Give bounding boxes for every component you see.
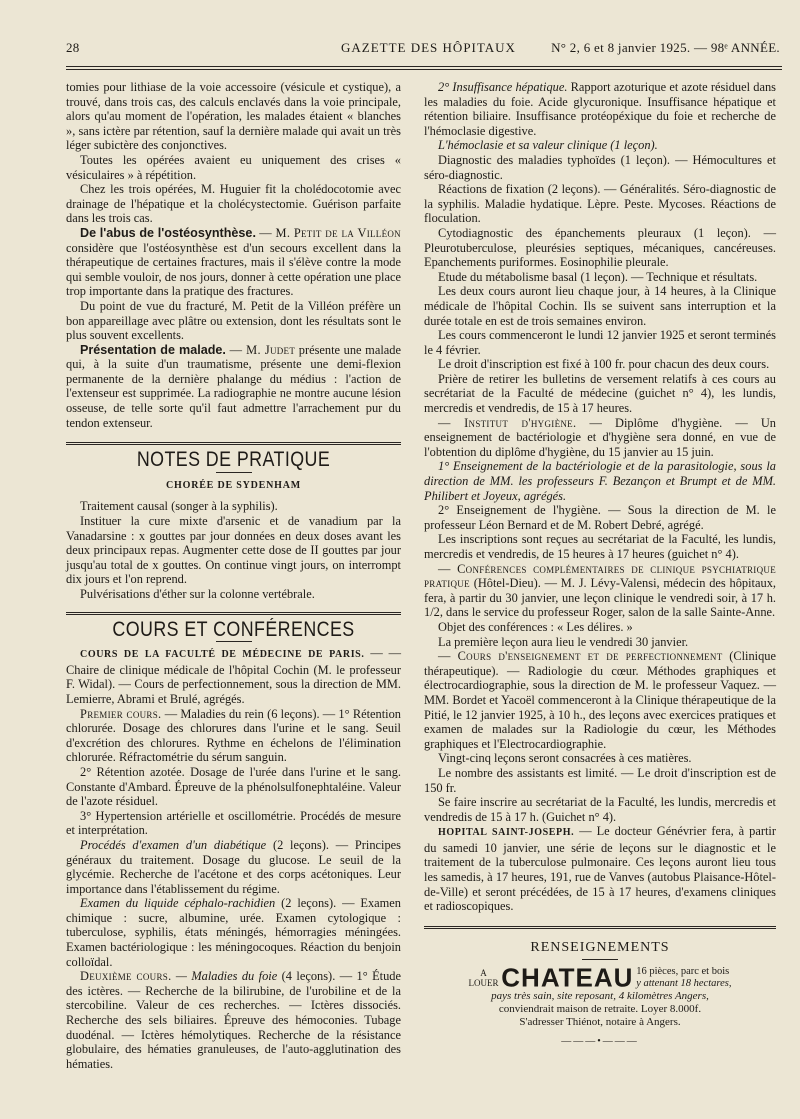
article-author: — M. Petit de la Villéon <box>259 225 401 240</box>
section-title-cours: COURS ET CONFÉRENCES <box>112 617 355 641</box>
classified-ad <box>424 962 776 1048</box>
section-rule <box>66 442 401 445</box>
page-header <box>66 40 780 62</box>
psychiatric-conferences <box>424 562 776 620</box>
title-underline <box>582 959 618 960</box>
paragraph: Se faire inscrire au secrétariat de la Faculté, les lundis, mercredis et vendredis de 15 à 17 h. (Guichet n° 4). <box>424 795 776 824</box>
ad-pieces: 16 pièces, parc et bois <box>636 966 730 978</box>
ad-chateau: CHATEAU <box>501 962 634 993</box>
paragraph: 2° Enseignement de l'hygiène. — Sous la direction de M. le professeur Léon Bernard et de M. Robert Debré, agrégé. <box>424 503 776 532</box>
paragraph: Les inscriptions sont reçues au secrétariat de la Faculté, les lundis, mercredis et vendredis, de 15 heures à 17 heures (guichet n° 4). <box>424 532 776 561</box>
ad-a: A <box>480 968 487 979</box>
paragraph: Instituer la cure mixte d'arsenic et de vanadium par la Vanadarsine : x gouttes par jour données en deux doses avant les deux principaux repas. Augmenter cette dose de II gouttes par jour jusqu'au total de x gouttes. On continue vingt jours, on interrompt dix jours et l'on reprend. <box>66 514 401 587</box>
article-author: — M. Judet <box>229 342 296 357</box>
paragraph: Réactions de fixation (2 leçons). — Généralités. Séro-diagnostic de la syphilis. Maladie hydatique. Lèpre. Peste. Mycoses. Réactions de floculation. <box>424 182 776 226</box>
ad-line: S'adresser Thiénot, notaire à Angers. <box>519 1016 681 1029</box>
right-column <box>424 80 776 1048</box>
ad-details <box>636 966 731 990</box>
perfectionnement-course <box>424 649 776 751</box>
article-heading: Présentation de malade. <box>80 342 226 357</box>
article-osteosynthese <box>66 226 401 299</box>
institute-hygiene <box>424 416 776 460</box>
lcr-exam <box>66 896 401 969</box>
ad-line: pays très sain, site reposant, 4 kilomètres Angers, <box>491 990 709 1003</box>
topic: — Maladies du foie <box>175 969 278 984</box>
paragraph: Diagnostic des maladies typhoïdes (1 leçon). — Hémocultures et séro-diagnostic. <box>424 152 776 182</box>
paragraph: Les cours commenceront le lundi 12 janvier 1925 et seront terminés le 4 février. <box>424 328 776 357</box>
ornament-divider: ———•——— <box>561 1036 639 1048</box>
paragraph: Du point de vue du fracturé, M. Petit de la Villéon préfère un bon appareillage avec plâtre ou extension, dont les résultats sont le plus souvent excellents. <box>66 298 401 343</box>
course-label: Premier cours. <box>80 706 162 721</box>
header-rule-2 <box>66 69 782 70</box>
page-number: 28 <box>66 40 80 55</box>
course-label: — Conférences complémentaires de clinique psychiatrique pratique <box>424 561 776 591</box>
first-course <box>66 707 401 765</box>
course-text: — Maladies du rein (6 leçons). — 1° Rétention chlorurée. Dosage des chlorures dans l'urine et le sang. Seuil d'excrétion des chlorures. Rythme en échelons de l'élimination chlorurée. Réfractométrie du sérum sanguin. <box>66 706 401 765</box>
article-text: considère que l'ostéosynthèse est d'un secours excellent dans la thérapeutique de certaines fractures, mais il s'élève contre la mode qui semble vouloir, de nos jours, donner à cette opération une place trop importante dans la pratique des fractures. <box>66 240 401 299</box>
paragraph: Cytodiagnostic des épanchements pleuraux (1 leçon). — Pleurotuberculose, pleurésies septiques, mécaniques, cancéreuses. Epanchements puriformes. Eosinophilie pleurale. <box>424 225 776 270</box>
course-label: — Cours d'enseignement et de perfectionnement <box>438 649 723 664</box>
title-underline <box>216 641 252 642</box>
article-text: présente une malade qui, à la suite d'un traumatisme, présente une demi-flexion permanente de la dernière phalange du médius : l'action de l'extenseur est supprimée. La radiographie ne montre aucune lésion osseuse, de telle sorte qu'il faut admettre l'arrachement pur du tendon extenseur. <box>66 342 401 430</box>
left-column <box>66 80 401 1071</box>
paragraph: Le nombre des assistants est limité. — Le droit d'inscription est de 150 fr. <box>424 765 776 795</box>
diabetes-exam <box>66 838 401 896</box>
course-text: — Le docteur Génévrier fera, à partir du samedi 10 janvier, une série de leçons sur le diagnostic et le traitement de la tuberculose pulmonaire. Ces leçons auront lieu tous les samedis, à 17 heures, 191, rue de Vanves (autobus Plaisance-Hôtel-de-Ville) et seront précédées, de 15 à 17 heures, d'examens cliniques et radioscopiques. <box>424 824 776 914</box>
section-title-notes: NOTES DE PRATIQUE <box>136 448 331 472</box>
journal-title: GAZETTE DES HÔPITAUX <box>341 40 516 55</box>
topic-text: (2 leçons). — Examen chimique : sucre, albumine, urée. Examen cytologique : tuberculose, syphilis, états méningés, hémorragies méningées. Examen bactériologique : les méningocoques. Réaction du benjoin colloïdal. <box>66 896 402 969</box>
section-rule <box>66 612 401 615</box>
paragraph: Chez les trois opérées, M. Huguier fit la cholédocotomie avec drainage de l'hépatique et la cholécystectomie. Guérison parfaite dans les trois cas. <box>66 182 401 226</box>
course-label: Deuxième cours. <box>80 969 172 984</box>
course-text: (Clinique thérapeutique). — Radiologie du cœur. Méthodes graphiques et électrocardiographie, sous la direction de M. le professeur Vaquez. — MM. Bordet et Yacoël commenceront à la Clinique thérapeutique de la Pitié, le 12 janvier 1925, à 10 h., des leçons avec exercices pratiques et examen de malades sur la Radiologie du cœur, les Méthodes graphiques et l'Electrocardiographie. <box>424 649 776 751</box>
course-text: (Hôtel-Dieu). — M. J. Lévy-Valensi, médecin des hôpitaux, fera, à partir du 30 janvier, une leçon clinique le vendredi soir, à 17 h. 1/2, dans le service du professeur Roger, salon de la salle Sainte-Anne. <box>424 576 776 620</box>
course-heading: COURS DE LA FACULTÉ DE MÉDECINE DE PARIS. <box>80 649 365 661</box>
paragraph: Etude du métabolisme basal (1 leçon). — Technique et résultats. <box>438 269 758 284</box>
topic-text: (2 leçons). — Principes généraux du traitement. Dosage du glucose. Le seuil de la glycémie. Recherche de l'acétone et des corps acétoniques. Leur importance dans l'établissement du régime. <box>66 837 401 896</box>
ad-louer: LOUER <box>468 978 499 989</box>
topic: 2° Insuffisance hépatique. <box>438 80 568 94</box>
paragraph: Toutes les opérées avaient eu uniquement des crises « vésiculaires » à répétition. <box>66 152 401 182</box>
paragraph: L'hémoclasie et sa valeur clinique (1 leçon). <box>438 138 658 153</box>
ad-attenant: y attenant 18 hectares, <box>636 978 732 990</box>
ad-prefix <box>469 968 499 988</box>
paragraph: Traitement causal (songer à la syphilis). <box>80 499 278 514</box>
topic-text: Rapport azoturique et azote résiduel dans les maladies du foie. Acide glycuronique. Insuffisance hépatique et rétention biliaire. Insuffisance protéopéxique du foie et recherche de l'hémoclasie digestive. <box>424 80 776 138</box>
ad-line: conviendrait maison de retraite. Loyer 8.000f. <box>498 1003 702 1016</box>
course-text: — Diplôme d'hygiène. — Un enseignement de bactériologie et d'hygiène sera donné, en vue de l'obtention du diplôme d'hygiène, du 15 janvier au 15 juin. <box>424 415 776 459</box>
section-rule <box>424 926 776 929</box>
subsection-title: CHORÉE DE SYDENHAM <box>166 479 301 491</box>
course-label: — Institut d'hygiène. <box>438 415 577 430</box>
faculty-course <box>66 646 401 706</box>
title-underline <box>216 472 252 473</box>
paragraph: Les deux cours auront lieu chaque jour, à 14 heures, à la Clinique médicale de l'hôpital Cochin. Ils se suivent sans interruption et la durée totale en est de trois semaines environ. <box>424 284 776 328</box>
topic: Procédés d'examen d'un diabétique <box>80 837 267 852</box>
paragraph: Le droit d'inscription est fixé à 100 fr. pour chacun des deux cours. <box>438 357 770 372</box>
paragraph: Vingt-cinq leçons seront consacrées à ces matières. <box>438 751 692 766</box>
paragraph: 2° Rétention azotée. Dosage de l'urée dans l'urine et le sang. Constante d'Ambard. Épreuve de la phénolsulfonephtaléine. Valeur de l'azote résiduel. <box>66 764 401 809</box>
paragraph: La première leçon aura lieu le vendredi 30 janvier. <box>438 634 689 649</box>
course-text: — — Chaire de clinique médicale de l'hôpital Cochin (M. le professeur F. Widal). — Cours de perfectionnement, sous la direction de MM. Lemierre, Abrami et Brulé, agrégés. <box>66 646 401 706</box>
issue-info: N° 2, 6 et 8 janvier 1925. — 98ᵉ ANNÉE. <box>551 40 780 55</box>
insufficiency <box>424 80 776 138</box>
article-heading: De l'abus de l'ostéosynthèse. <box>80 225 256 240</box>
section-title-renseignements: RENSEIGNEMENTS <box>530 939 670 955</box>
topic-text: (4 leçons). — 1° Étude des ictères. — Recherche de la bilirubine, de l'urobiline et de la stercobiline. Valeur de ces recherches. — Ictères dissociés. Recherche des sels biliaires. Épreuve des hémoconies. Tubage duodénal. — Ictères hémolytiques. Recherche de la résistance globulaire, des hématies granuleuses, de l'auto-agglutination des hématies. <box>66 969 401 1071</box>
paragraph: Prière de retirer les bulletins de versement relatifs à ces cours au secrétariat de la Faculté de médecine (guichet n° 4), les lundis, mercredis et vendredis, de 15 à 17 heures. <box>424 371 776 416</box>
course-heading: HOPITAL SAINT-JOSEPH. <box>438 827 575 839</box>
topic: Examen du liquide céphalo-rachidien <box>80 896 276 911</box>
header-rule <box>66 66 782 67</box>
hospital-saint-joseph <box>424 824 776 914</box>
paragraph: Pulvérisations d'éther sur la colonne vertébrale. <box>80 587 315 601</box>
paragraph: 3° Hypertension artérielle et oscillométrie. Procédés de mesure et interprétation. <box>66 808 401 838</box>
article-presentation <box>66 343 401 431</box>
second-course <box>66 969 401 1071</box>
paragraph: Objet des conférences : « Les délires. » <box>438 619 633 634</box>
paragraph: tomies pour lithiase de la voie accessoire (vésicule et cystique), a trouvé, dans trois cas, des calculs enclavés dans la voie principale, alors qu'au moment de l'opération, les malades étaient « blanches », sans ictère par rétention, sauf la dernière malade qui avait un très léger subictère des conjonctives. <box>66 80 401 153</box>
paragraph: 1° Enseignement de la bactériologie et de la parasitologie, sous la direction de MM. les professeurs F. Bezançon et Brumpt et de MM. Philibert et Joyeux, agrégés. <box>424 459 776 503</box>
